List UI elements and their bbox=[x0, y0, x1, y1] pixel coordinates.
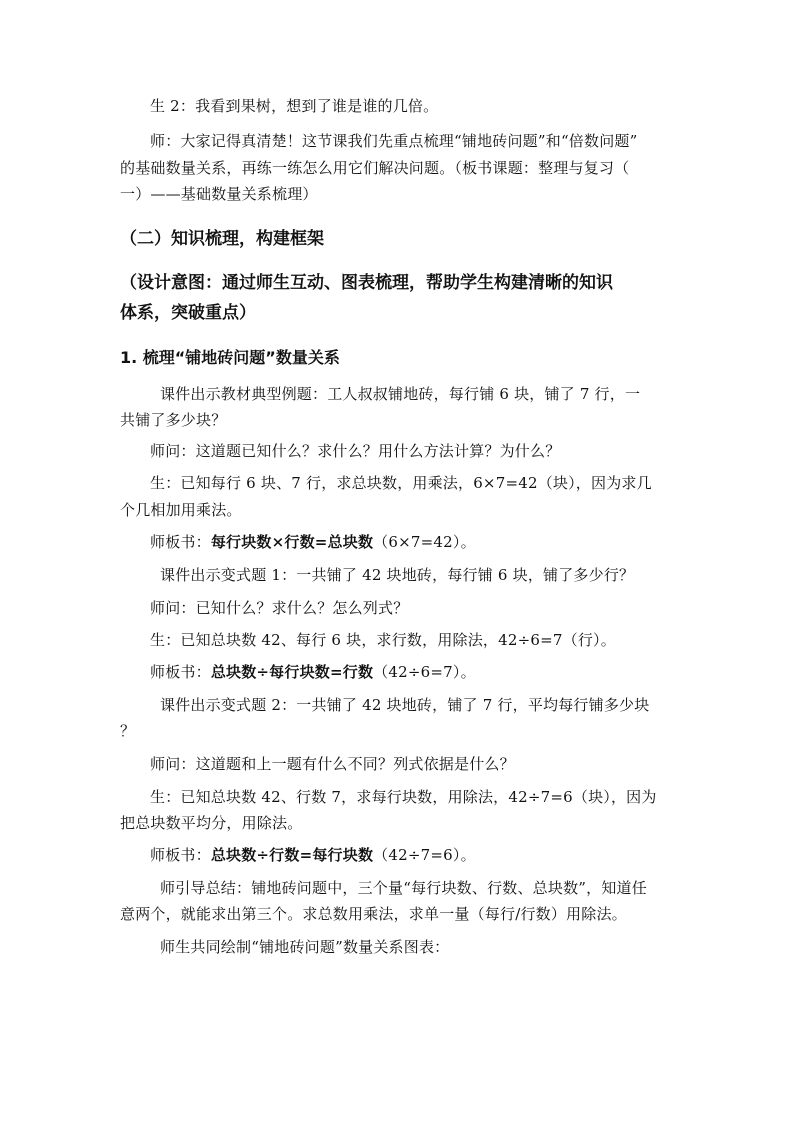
section-heading: （二）知识梳理，构建框架 bbox=[120, 229, 324, 249]
answer-1-line2: 个几相加用乘法。 bbox=[120, 501, 242, 519]
summary-line1: 师引导总结：铺地砖问题中，三个量“每行块数、行数、总块数”，知道任 bbox=[160, 879, 647, 897]
design-intent-line1: （设计意图：通过师生互动、图表梳理，帮助学生构建清晰的知识 bbox=[120, 273, 613, 293]
board-note-1 bbox=[150, 532, 476, 552]
board-suffix: （6×7=42）。 bbox=[373, 533, 476, 551]
question-2: 师问：已知什么？求什么？怎么列式？ bbox=[150, 599, 409, 617]
board-note-3 bbox=[150, 845, 476, 865]
sub-heading: 1. 梳理“铺地砖问题”数量关系 bbox=[120, 348, 340, 367]
board-prefix: 师板书： bbox=[150, 846, 211, 864]
variant-2-line1: 课件出示变式题 2：一共铺了 42 块地砖，铺了 7 行，平均每行铺多少块 bbox=[160, 696, 650, 714]
paragraph-teacher-line1: 师：大家记得真清楚！这节课我们先重点梳理“铺地砖问题”和“倍数问题” bbox=[150, 132, 638, 150]
answer-1-line1: 生：已知每行 6 块、7 行，求总块数，用乘法，6×7=42（块），因为求几 bbox=[150, 474, 652, 492]
summary-line2: 意两个，就能求出第三个。求总数用乘法，求单一量（每行/行数）用除法。 bbox=[120, 905, 627, 923]
answer-3-line2: 把总块数平均分，用除法。 bbox=[120, 814, 303, 832]
paragraph-teacher-line3: 一）——基础数量关系梳理） bbox=[120, 185, 318, 203]
board-prefix: 师板书： bbox=[150, 533, 211, 551]
answer-2: 生：已知总块数 42、每行 6 块，求行数，用除法，42÷6=7（行）。 bbox=[150, 631, 616, 649]
board-formula: 每行块数×行数=总块数 bbox=[210, 533, 374, 551]
variant-2-line2: ？ bbox=[120, 722, 136, 740]
variant-1: 课件出示变式题 1：一共铺了 42 块地砖，每行铺 6 块，铺了多少行？ bbox=[160, 566, 635, 584]
paragraph-teacher-line2: 的基础数量关系，再练一练怎么用它们解决问题。（板书课题：整理与复习（ bbox=[120, 159, 630, 177]
board-prefix: 师板书： bbox=[150, 663, 211, 681]
example-line2: 共铺了多少块？ bbox=[120, 411, 227, 429]
board-formula: 总块数÷每行块数=行数 bbox=[210, 663, 374, 681]
chart-intro: 师生共同绘制“铺地砖问题”数量关系图表： bbox=[160, 938, 450, 956]
paragraph-student2: 生 2：我看到果树，想到了谁是谁的几倍。 bbox=[150, 97, 439, 115]
example-line1: 课件出示教材典型例题：工人叔叔铺地砖，每行铺 6 块，铺了 7 行，一 bbox=[160, 385, 641, 403]
question-1: 师问：这道题已知什么？求什么？用什么方法计算？为什么？ bbox=[150, 442, 561, 460]
board-formula: 总块数÷行数=每行块数 bbox=[210, 846, 374, 864]
answer-3-line1: 生：已知总块数 42、行数 7，求每行块数，用除法，42÷7=6（块），因为 bbox=[150, 788, 657, 806]
board-note-2 bbox=[150, 662, 476, 682]
design-intent-line2: 体系，突破重点） bbox=[120, 303, 256, 323]
question-3: 师问：这道题和上一题有什么不同？列式依据是什么？ bbox=[150, 755, 515, 773]
board-suffix: （42÷6=7）。 bbox=[373, 663, 476, 681]
board-suffix: （42÷7=6）。 bbox=[373, 846, 476, 864]
